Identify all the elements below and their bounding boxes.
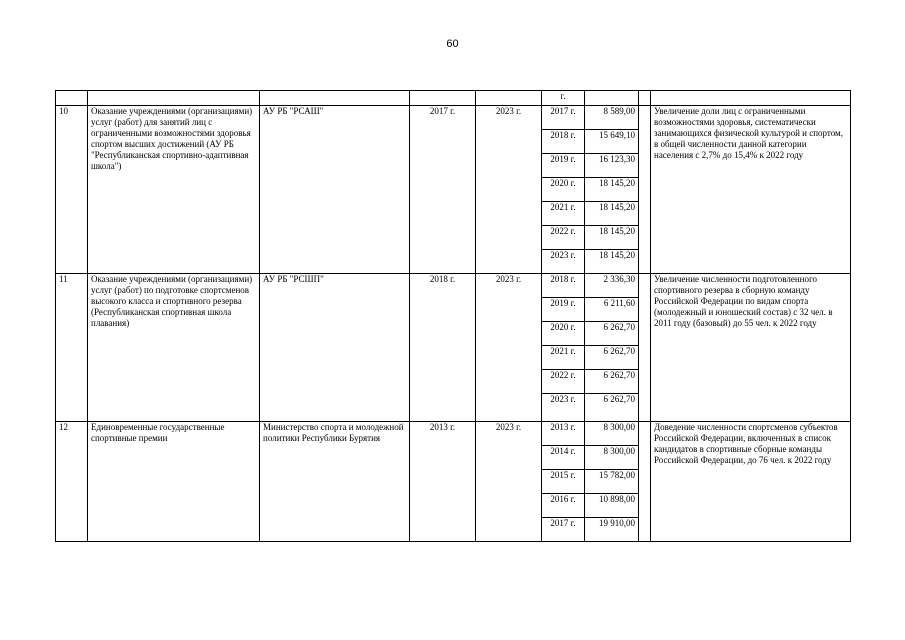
row-number: 11 bbox=[56, 274, 88, 422]
end-year: 2023 г. bbox=[476, 274, 542, 422]
amount-cell: 18 145,20 bbox=[585, 202, 639, 226]
year-cell: 2023 г. bbox=[542, 394, 585, 422]
amount-cell: 6 262,70 bbox=[585, 394, 639, 422]
expected-result: Доведение численности спортсменов субъектов Российской Федерации, включенных в список кандидатов в спортивные сборные команды Российской Федерации, до 76 чел. к 2022 году bbox=[651, 422, 851, 542]
year-cell: 2022 г. bbox=[542, 370, 585, 394]
year-cell: 2014 г. bbox=[542, 446, 585, 470]
year-cell: 2017 г. bbox=[542, 518, 585, 542]
amount-cell: 6 262,70 bbox=[585, 346, 639, 370]
amount-cell: 19 910,00 bbox=[585, 518, 639, 542]
amount-cell: 6 211,60 bbox=[585, 298, 639, 322]
measure-name: Оказание учреждениями (организациями) услуг (работ) по подготовке спортсменов высокого класса и спортивного резерва (Республиканская спортивная школа плавания) bbox=[88, 274, 260, 422]
spacer-cell bbox=[639, 106, 651, 274]
amount-cell: 8 300,00 bbox=[585, 446, 639, 470]
spacer-cell bbox=[639, 422, 651, 542]
executor: АУ РБ "РСАШ" bbox=[260, 106, 410, 274]
year-cell: 2013 г. bbox=[542, 422, 585, 446]
year-cell: 2023 г. bbox=[542, 250, 585, 274]
table-row-continuation bbox=[56, 91, 851, 106]
table-row bbox=[56, 422, 851, 446]
page-number: 60 bbox=[446, 38, 459, 50]
start-year: 2017 г. bbox=[410, 106, 476, 274]
amount-cell: 15 649,10 bbox=[585, 130, 639, 154]
year-cell: 2015 г. bbox=[542, 470, 585, 494]
program-table bbox=[55, 90, 851, 542]
executor: Министерство спорта и молодежной политики Республики Бурятия bbox=[260, 422, 410, 542]
year-cell: 2022 г. bbox=[542, 226, 585, 250]
expected-result: Увеличение доли лиц с ограниченными возможностями здоровья, систематически занимающихся физической культурой и спортом, в общей численности данной категории населения с 2,7% до 15,4% к 2022 году bbox=[651, 106, 851, 274]
year-cell: 2018 г. bbox=[542, 274, 585, 298]
year-cell: 2020 г. bbox=[542, 178, 585, 202]
row-number: 12 bbox=[56, 422, 88, 542]
year-cell: 2017 г. bbox=[542, 106, 585, 130]
amount-cell: 2 336,30 bbox=[585, 274, 639, 298]
amount-cell: 8 589,00 bbox=[585, 106, 639, 130]
year-cell: г. bbox=[542, 91, 585, 106]
row-number: 10 bbox=[56, 106, 88, 274]
year-cell: 2019 г. bbox=[542, 154, 585, 178]
table-row bbox=[56, 106, 851, 130]
amount-cell: 10 898,00 bbox=[585, 494, 639, 518]
start-year: 2013 г. bbox=[410, 422, 476, 542]
year-cell: 2016 г. bbox=[542, 494, 585, 518]
amount-cell: 18 145,20 bbox=[585, 178, 639, 202]
measure-name: Единовременные государственные спортивные премии bbox=[88, 422, 260, 542]
year-cell: 2021 г. bbox=[542, 346, 585, 370]
amount-cell: 8 300,00 bbox=[585, 422, 639, 446]
table-row bbox=[56, 274, 851, 298]
end-year: 2023 г. bbox=[476, 422, 542, 542]
spacer-cell bbox=[639, 274, 651, 422]
end-year: 2023 г. bbox=[476, 106, 542, 274]
expected-result: Увеличение численности подготовленного спортивного резерва в сборную команду Российской Федерации по видам спорта (молодежный и юношеский состав) с 32 чел. в 2011 году (базовый) до 55 чел. к 2022 году bbox=[651, 274, 851, 422]
amount-cell: 18 145,20 bbox=[585, 250, 639, 274]
amount-cell: 6 262,70 bbox=[585, 322, 639, 346]
year-cell: 2019 г. bbox=[542, 298, 585, 322]
year-cell: 2020 г. bbox=[542, 322, 585, 346]
executor: АУ РБ "РСШП" bbox=[260, 274, 410, 422]
start-year: 2018 г. bbox=[410, 274, 476, 422]
amount-cell: 16 123,30 bbox=[585, 154, 639, 178]
measure-name: Оказание учреждениями (организациями) услуг (работ) для занятий лиц с ограниченными возможностями здоровья спортом высших достижений (АУ РБ "Республиканская спортивно-адаптивная школа") bbox=[88, 106, 260, 274]
year-cell: 2021 г. bbox=[542, 202, 585, 226]
amount-cell: 15 782,00 bbox=[585, 470, 639, 494]
amount-cell: 6 262,70 bbox=[585, 370, 639, 394]
year-cell: 2018 г. bbox=[542, 130, 585, 154]
amount-cell: 18 145,20 bbox=[585, 226, 639, 250]
